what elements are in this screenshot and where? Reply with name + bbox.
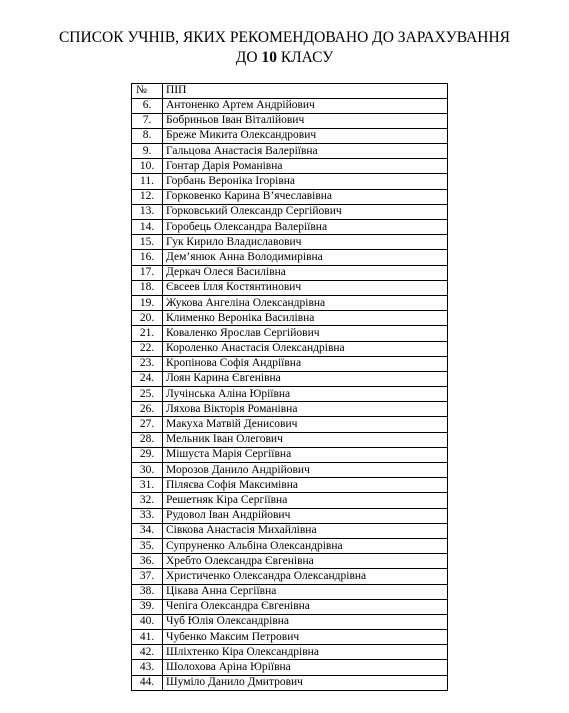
table-row: [132, 144, 448, 159]
student-name: Шолохова Аріна Юріївна: [163, 660, 448, 675]
student-name: Антоненко Артем Андрійович: [163, 98, 448, 113]
student-name: Деркач Олеся Василівна: [163, 265, 448, 280]
student-name: Хребто Олександра Євгенівна: [163, 554, 448, 569]
row-number: 29.: [132, 447, 163, 462]
table-row: [132, 645, 448, 660]
student-name: Гонтар Дарія Романівна: [163, 159, 448, 174]
table-row: [132, 113, 448, 128]
row-number: 37.: [132, 569, 163, 584]
student-name: Мішуста Марія Сергіївна: [163, 447, 448, 462]
row-number: 13.: [132, 204, 163, 219]
table-row: [132, 356, 448, 371]
student-name: Жукова Ангеліна Олександрівна: [163, 295, 448, 310]
row-number: 41.: [132, 630, 163, 645]
student-name: Бреже Микита Олександрович: [163, 128, 448, 143]
table-row: [132, 250, 448, 265]
row-number: 30.: [132, 463, 163, 478]
row-number: 8.: [132, 128, 163, 143]
student-name: Шуміло Данило Дмитрович: [163, 675, 448, 690]
student-name: Морозов Данило Андрійович: [163, 463, 448, 478]
table-row: [132, 371, 448, 386]
table-row: [132, 235, 448, 250]
student-name: Лоян Карина Євгенівна: [163, 371, 448, 386]
table-row: [132, 189, 448, 204]
row-number: 10.: [132, 159, 163, 174]
row-number: 26.: [132, 402, 163, 417]
student-name: Ляхова Вікторія Романівна: [163, 402, 448, 417]
table-row: [132, 614, 448, 629]
document-title-line1: СПИСОК УЧНІВ, ЯКИХ РЕКОМЕНДОВАНО ДО ЗАРАХУВАННЯ: [58, 29, 511, 46]
student-name: Цікава Анна Сергіївна: [163, 584, 448, 599]
table-row: [132, 630, 448, 645]
table-row: [132, 463, 448, 478]
student-name: Горковський Олександр Сергійович: [163, 204, 448, 219]
student-name: Супруненко Альбіна Олександрівна: [163, 538, 448, 553]
student-name: Решетняк Кіра Сергіївна: [163, 493, 448, 508]
row-number: 42.: [132, 645, 163, 660]
title-suffix: КЛАСУ: [280, 49, 334, 66]
row-number: 20.: [132, 311, 163, 326]
row-number: 11.: [132, 174, 163, 189]
table-row: [132, 326, 448, 341]
student-name: Мельник Іван Олегович: [163, 432, 448, 447]
student-name: Гальцова Анастасія Валеріївна: [163, 144, 448, 159]
table-row: [132, 432, 448, 447]
row-number: 23.: [132, 356, 163, 371]
number-column-header: №: [132, 84, 163, 99]
row-number: 12.: [132, 189, 163, 204]
document-title-line2: [0, 48, 569, 68]
table-row: [132, 204, 448, 219]
table-row: [132, 417, 448, 432]
table-row: [132, 265, 448, 280]
student-name: Сівкова Анастасія Михайлівна: [163, 523, 448, 538]
student-name: Коваленко Ярослав Сергійович: [163, 326, 448, 341]
row-number: 19.: [132, 295, 163, 310]
row-number: 36.: [132, 554, 163, 569]
row-number: 16.: [132, 250, 163, 265]
table-row: [132, 523, 448, 538]
student-name: Кропінова Софія Андріївна: [163, 356, 448, 371]
student-list-table: [131, 83, 448, 691]
student-name: Короленко Анастасія Олександрівна: [163, 341, 448, 356]
title-prefix: ДО: [235, 49, 258, 66]
row-number: 33.: [132, 508, 163, 523]
row-number: 6.: [132, 98, 163, 113]
row-number: 9.: [132, 144, 163, 159]
table-row: [132, 174, 448, 189]
table-row: [132, 447, 448, 462]
table-row: [132, 98, 448, 113]
student-name: Горобець Олександра Валеріївна: [163, 220, 448, 235]
table-row: [132, 599, 448, 614]
student-name: Лучінська Аліна Юріївна: [163, 387, 448, 402]
table-row: [132, 478, 448, 493]
row-number: 27.: [132, 417, 163, 432]
table-row: [132, 538, 448, 553]
table-row: [132, 128, 448, 143]
row-number: 44.: [132, 675, 163, 690]
row-number: 40.: [132, 614, 163, 629]
table-row: [132, 675, 448, 690]
row-number: 38.: [132, 584, 163, 599]
table-row: [132, 508, 448, 523]
table-row: [132, 493, 448, 508]
row-number: 24.: [132, 371, 163, 386]
student-name: Гук Кирило Владиславович: [163, 235, 448, 250]
student-name: Рудовол Іван Андрійович: [163, 508, 448, 523]
student-name: Горковенко Карина В’ячеславівна: [163, 189, 448, 204]
table-row: [132, 341, 448, 356]
table-row: [132, 295, 448, 310]
table-row: [132, 159, 448, 174]
table-row: [132, 402, 448, 417]
student-name: Клименко Вероніка Василівна: [163, 311, 448, 326]
student-name: Шліхтенко Кіра Олександрівна: [163, 645, 448, 660]
row-number: 14.: [132, 220, 163, 235]
student-name: Бобриньов Іван Віталійович: [163, 113, 448, 128]
table-row: [132, 311, 448, 326]
row-number: 28.: [132, 432, 163, 447]
name-column-header: ПІП: [163, 84, 448, 99]
row-number: 7.: [132, 113, 163, 128]
title-class-number: 10: [261, 49, 277, 66]
table-row: [132, 280, 448, 295]
student-name: Чубенко Максим Петрович: [163, 630, 448, 645]
row-number: 22.: [132, 341, 163, 356]
table-row: [132, 387, 448, 402]
table-row: [132, 554, 448, 569]
row-number: 17.: [132, 265, 163, 280]
student-list-body: [132, 84, 448, 691]
student-name: Чепіга Олександра Євгенівна: [163, 599, 448, 614]
row-number: 43.: [132, 660, 163, 675]
student-name: Христиченко Олександра Олександрівна: [163, 569, 448, 584]
row-number: 32.: [132, 493, 163, 508]
student-name: Горбань Вероніка Ігорівна: [163, 174, 448, 189]
student-name: Євсеев Ілля Костянтинович: [163, 280, 448, 295]
row-number: 15.: [132, 235, 163, 250]
student-name: Дем’янюк Анна Володимирівна: [163, 250, 448, 265]
row-number: 31.: [132, 478, 163, 493]
table-row: [132, 569, 448, 584]
table-row: [132, 220, 448, 235]
student-name: Пiляєва Софія Максимівна: [163, 478, 448, 493]
student-name: Чуб Юлія Олександрівна: [163, 614, 448, 629]
student-name: Макуха Матвій Денисович: [163, 417, 448, 432]
table-row: [132, 584, 448, 599]
row-number: 21.: [132, 326, 163, 341]
row-number: 34.: [132, 523, 163, 538]
row-number: 25.: [132, 387, 163, 402]
row-number: 39.: [132, 599, 163, 614]
table-row: [132, 660, 448, 675]
row-number: 35.: [132, 538, 163, 553]
table-header-row: [132, 84, 448, 99]
row-number: 18.: [132, 280, 163, 295]
